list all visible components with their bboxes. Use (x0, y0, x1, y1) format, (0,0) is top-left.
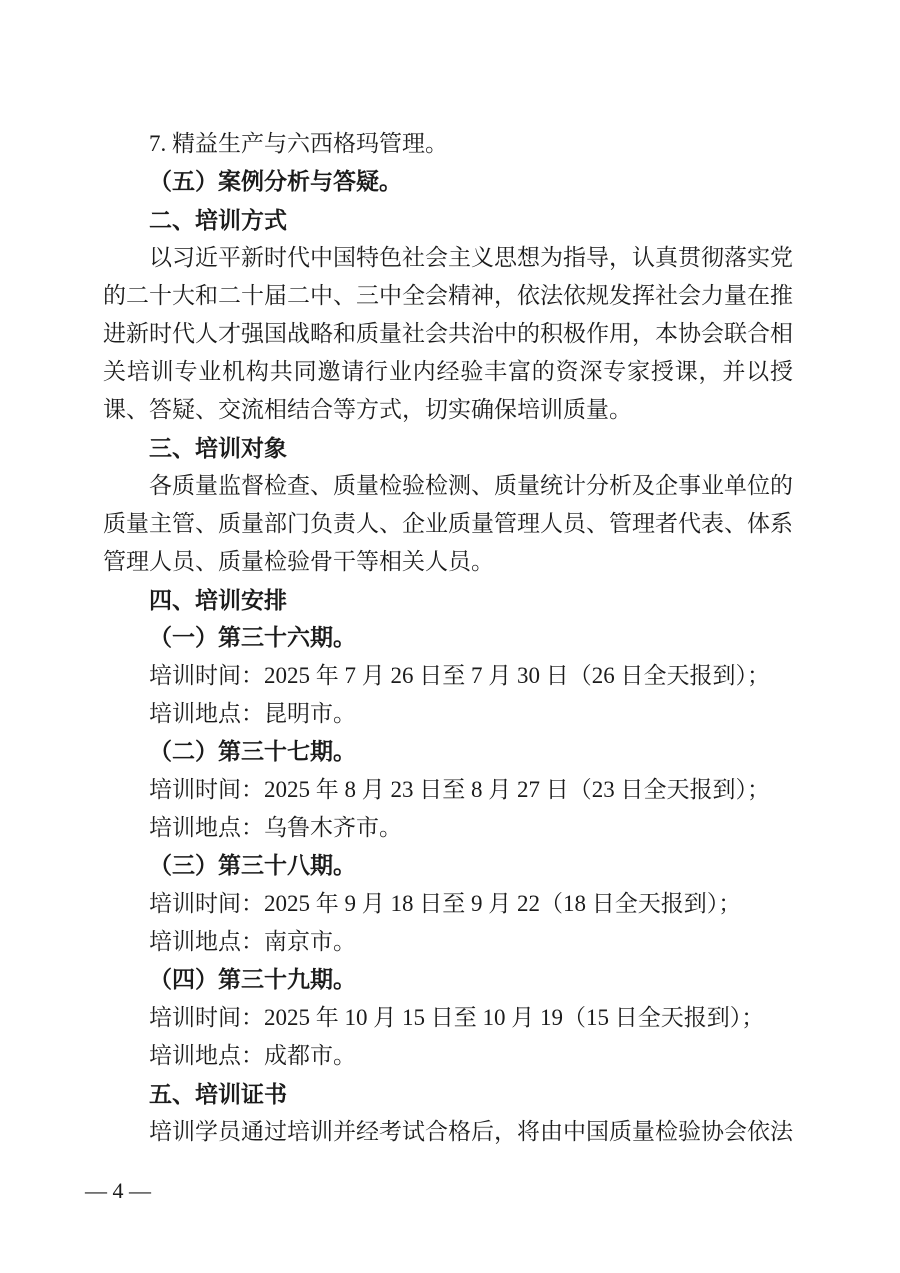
heading-training-method: 二、培训方式 (149, 207, 287, 233)
session-37-location: 培训地点：乌鲁木齐市。 (149, 815, 402, 840)
session-37-time: 培训时间：2025 年 8 月 23 日至 8 月 27 日（23 日全天报到）； (149, 777, 770, 802)
section-5-case-analysis: （五）案例分析与答疑。 (149, 169, 402, 194)
session-36-title: （一）第三十六期。 (149, 625, 356, 650)
paragraph-training-method: 以习近平新时代中国特色社会主义思想为指导，认真贯彻落实党的二十大和二十届二中、三中全会精神，依法依规发挥社会力量在推进新时代人才强国战略和质量社会共治中的积极作用，本协会联合相关培训专业机构共同邀请行业内经验丰富的资深专家授课，并以授课、答疑、交流相结合等方式，切实确保培训质量。 (103, 245, 793, 422)
session-39-title: （四）第三十九期。 (149, 967, 356, 992)
session-36-location: 培训地点：昆明市。 (149, 701, 356, 726)
heading-training-audience: 三、培训对象 (149, 435, 287, 461)
paragraph-training-audience: 各质量监督检查、质量检验检测、质量统计分析及企事业单位的质量主管、质量部门负责人、企业质量管理人员、管理者代表、体系管理人员、质量检验骨干等相关人员。 (103, 473, 793, 574)
session-38-time: 培训时间：2025 年 9 月 18 日至 9 月 22（18 日全天报到）； (149, 891, 742, 916)
session-39-time: 培训时间：2025 年 10 月 15 日至 10 月 19（15 日全天报到）； (149, 1005, 765, 1030)
course-item-7: 7. 精益生产与六西格玛管理。 (149, 131, 448, 156)
page-number: — 4 — (85, 1178, 151, 1203)
session-36-time: 培训时间：2025 年 7 月 26 日至 7 月 30 日（26 日全天报到）； (149, 663, 770, 688)
document-body (103, 125, 793, 1151)
heading-training-certificate: 五、培训证书 (149, 1081, 287, 1107)
heading-training-schedule: 四、培训安排 (149, 587, 287, 613)
session-38-title: （三）第三十八期。 (149, 853, 356, 878)
session-39-location: 培训地点：成都市。 (149, 1043, 356, 1068)
session-37-title: （二）第三十七期。 (149, 739, 356, 764)
paragraph-training-certificate: 培训学员通过培训并经考试合格后，将由中国质量检验协会依法 (149, 1119, 793, 1144)
session-38-location: 培训地点：南京市。 (149, 929, 356, 954)
